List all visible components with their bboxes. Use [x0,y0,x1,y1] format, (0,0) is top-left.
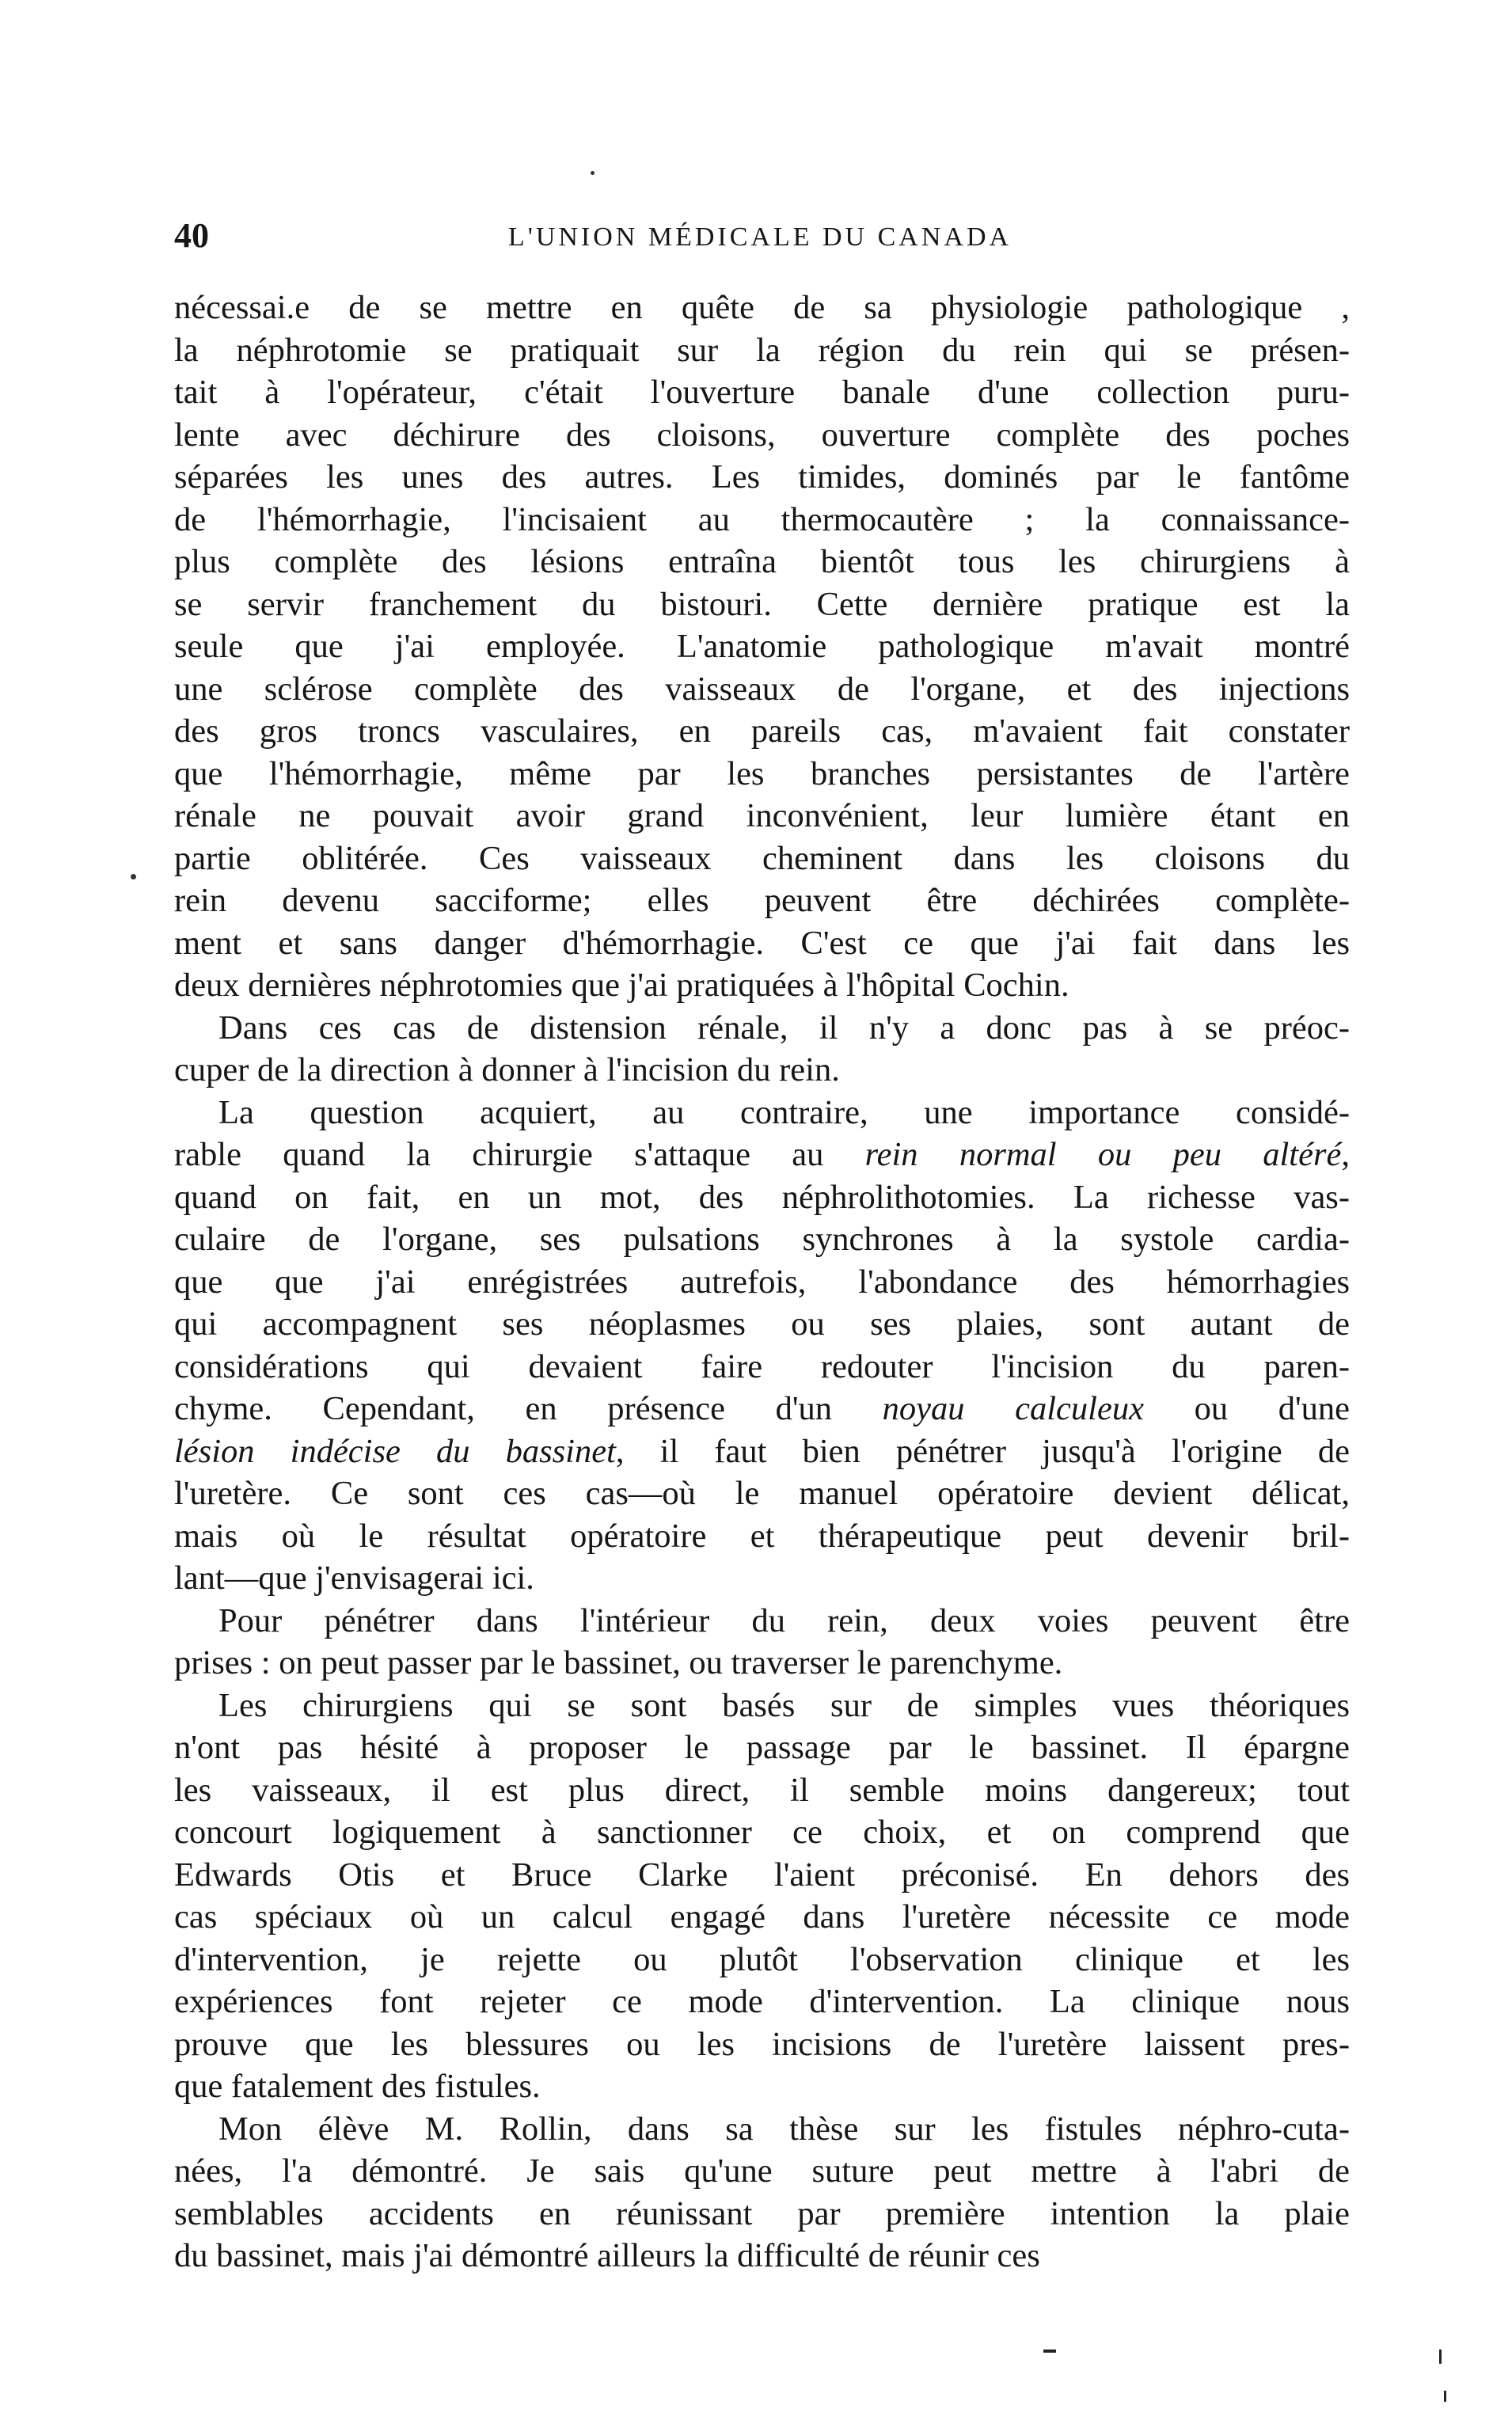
scan-speck [131,874,136,879]
text-line: du bassinet, mais j'ai démontré ailleurs la difficulté de réunir ces [174,2237,1040,2274]
text-line: la néphrotomie se pratiquait sur la région du rein qui se présen- [174,331,1350,369]
text-line: rein devenu sacciforme; elles peuvent être déchirées complète- [174,882,1350,919]
text-line: cas spéciaux où un calcul engagé dans l'uretère nécessite ce mode [174,1898,1350,1935]
paragraph [174,1685,1350,2108]
text-line: Les chirurgiens qui se sont basés sur de simples vues théoriques [218,1686,1350,1724]
text-line: expériences font rejeter ce mode d'intervention. La clinique nous [174,1983,1350,2020]
text-line: mais où le résultat opératoire et thérapeutique peut devenir bril- [174,1517,1350,1555]
text-line: lant—que j'envisagerai ici. [174,1559,534,1597]
text-line: d'intervention, je rejette ou plutôt l'observation clinique et les [174,1940,1350,1978]
text-line: Edwards Otis et Bruce Clarke l'aient préconisé. En dehors des [174,1856,1350,1894]
text-line: n'ont pas hésité à proposer le passage par le bassinet. Il épargne [174,1729,1350,1766]
text-line: cuper de la direction à donner à l'incision du rein. [174,1051,840,1088]
text-line: l'uretère. Ce sont ces cas—où le manuel opératoire devient délicat, [174,1475,1350,1512]
text-line: rénale ne pouvait avoir grand inconvénient, leur lumière étant en [174,797,1350,834]
text-line: Dans ces cas de distension rénale, il n'y a donc pas à se préoc- [218,1009,1350,1047]
text-line: tait à l'opérateur, c'était l'ouverture banale d'une collection puru- [174,374,1350,411]
text-line: considérations qui devaient faire redouter l'incision du paren- [174,1347,1350,1385]
text-line: quand on fait, en un mot, des néphrolithotomies. La richesse vas- [174,1178,1350,1216]
text-line: que l'hémorrhagie, même par les branches persistantes de l'artère [174,754,1350,792]
text-line: partie oblitérée. Ces vaisseaux cheminent dans les cloisons du [174,839,1350,877]
text-line: prouve que les blessures ou les incisions de l'uretère laissent pres- [174,2025,1350,2063]
text-line: Pour pénétrer dans l'intérieur du rein, deux voies peuvent être [218,1601,1350,1639]
text-line: qui accompagnent ses néoplasmes ou ses plaies, sont autant de [174,1305,1350,1343]
text-line: nécessai.e de se mettre en quête de sa physiologie pathologique , [174,289,1350,326]
text-line: plus complète des lésions entraîna bientôt tous les chirurgiens à [174,543,1350,580]
text-line: La question acquiert, au contraire, une importance considé- [218,1093,1350,1131]
text-line: séparées les unes des autres. Les timides, dominés par le fantôme [174,458,1350,496]
text-line: les vaisseaux, il est plus direct, il semble moins dangereux; tout [174,1771,1350,1809]
text-line: lésion indécise du bassinet, il faut bien pénétrer jusqu'à l'origine de [174,1432,1350,1470]
text-line: nées, l'a démontré. Je sais qu'une suture peut mettre à l'abri de [174,2152,1350,2190]
scan-mark [1444,2391,1446,2402]
text-line: culaire de l'organe, ses pulsations synchrones à la systole cardia- [174,1221,1350,1258]
page-header [174,212,1346,260]
text-line: une sclérose complète des vaisseaux de l'organe, et des injections [174,670,1350,708]
body-text [174,287,1350,2277]
italic-phrase: lésion indécise du bassinet [174,1432,616,1470]
text-line: chyme. Cependant, en présence d'un noyau calculeux ou d'une [174,1390,1350,1427]
text-line: semblables accidents en réunissant par première intention la plaie [174,2194,1350,2232]
text-line: seule que j'ai employée. L'anatomie pathologique m'avait montré [174,628,1350,665]
italic-phrase: noyau calculeux [882,1390,1144,1427]
text-line: concourt logiquement à sanctionner ce choix, et on comprend que [174,1814,1350,1851]
text-line: prises : on peut passer par le bassinet, ou traverser le parenchyme. [174,1644,1063,1681]
paragraph [174,1092,1350,1600]
page-number: 40 [174,216,209,255]
text-line: que que j'ai enrégistrées autrefois, l'abondance des hémorrhagies [174,1263,1350,1301]
scan-mark [1043,2350,1056,2353]
text-line: de l'hémorrhagie, l'incisaient au thermocautère ; la connaissance- [174,500,1350,538]
text-line: des gros troncs vasculaires, en pareils cas, m'avaient fait constater [174,712,1350,750]
paragraph [174,2108,1350,2277]
scan-speck [591,171,595,175]
text-line: lente avec déchirure des cloisons, ouverture complète des poches [174,416,1350,454]
text-line: deux dernières néphrotomies que j'ai pratiquées à l'hôpital Cochin. [174,967,1069,1004]
paragraph [174,1007,1350,1092]
text-line: se servir franchement du bistouri. Cette dernière pratique est la [174,585,1350,623]
text-line: Mon élève M. Rollin, dans sa thèse sur les fistules néphro-cuta- [218,2110,1350,2148]
running-head: L'UNION MÉDICALE DU CANADA [507,222,1012,252]
text-line: rable quand la chirurgie s'attaque au rein normal ou peu altéré, [174,1136,1350,1173]
italic-phrase: rein normal ou peu altéré [864,1136,1342,1173]
text-line: ment et sans danger d'hémorrhagie. C'est ce que j'ai fait dans les [174,924,1350,962]
text-line: que fatalement des fistules. [174,2068,541,2105]
scan-mark [1439,2350,1442,2364]
paragraph [174,287,1350,1007]
paragraph [174,1600,1350,1685]
